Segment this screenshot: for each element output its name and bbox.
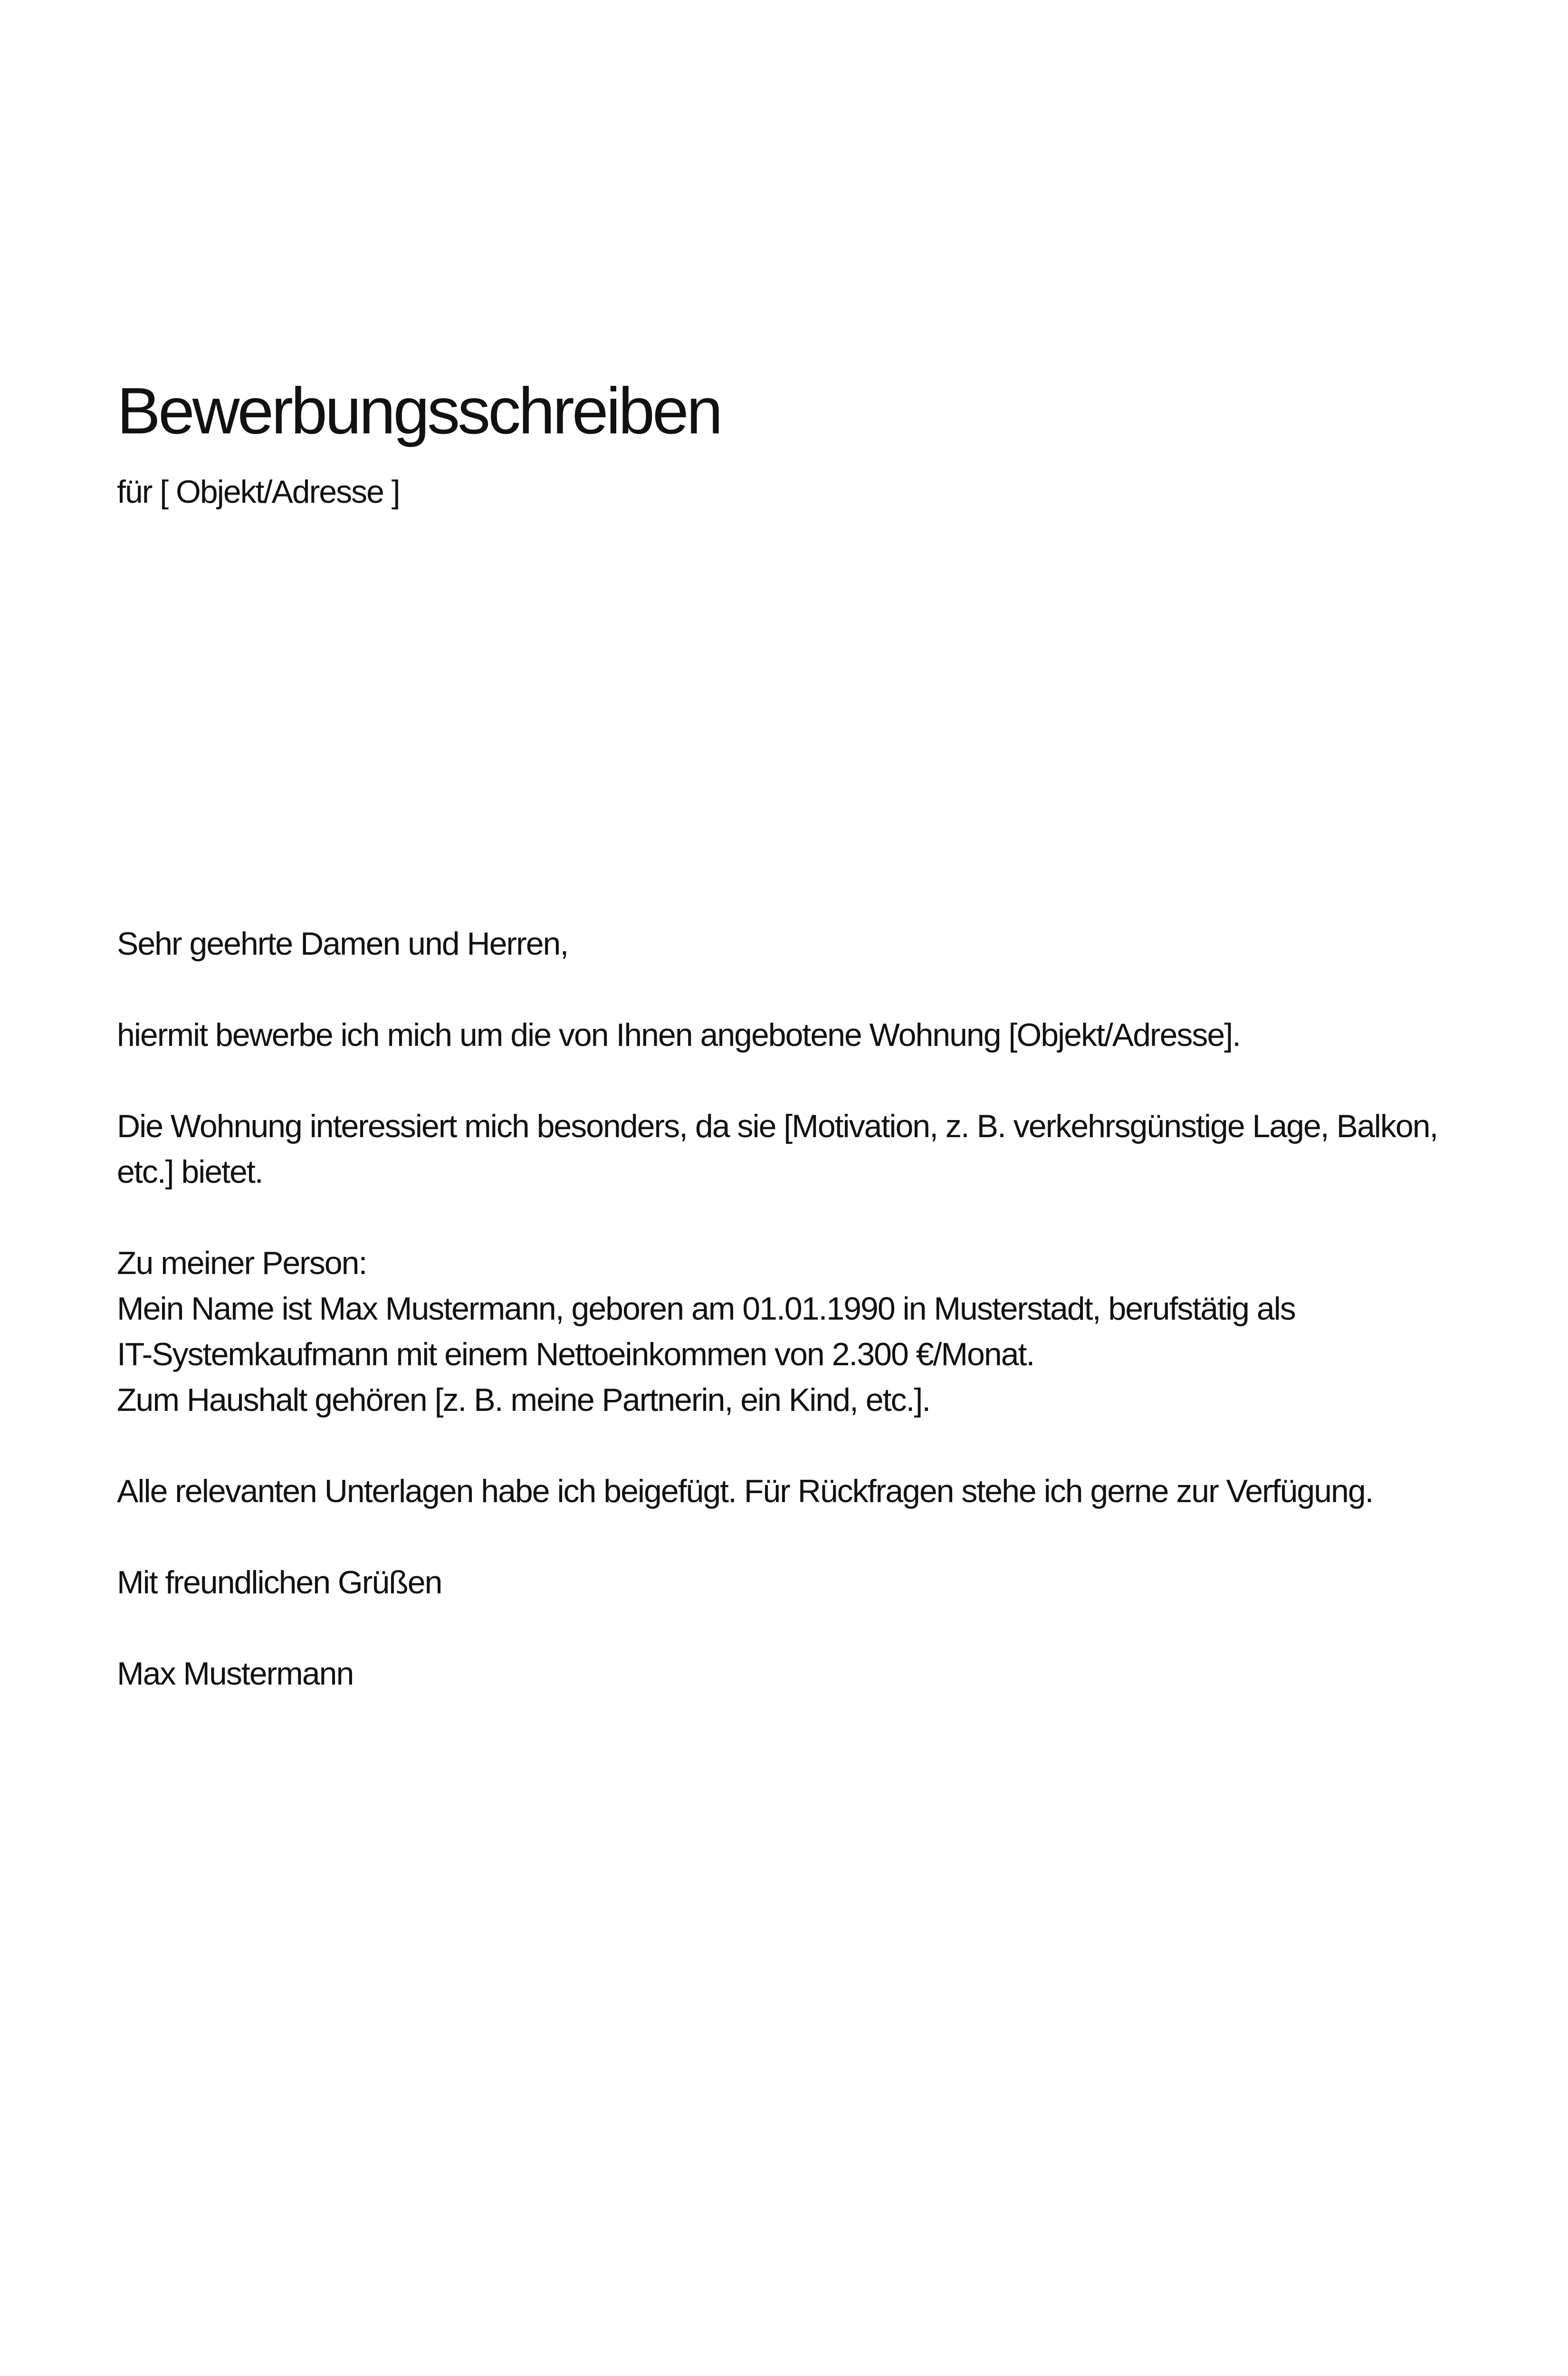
intro-paragraph: hiermit bewerbe ich mich um die von Ihnen angebotene Wohnung [Objekt/Adresse]. <box>117 1017 1240 1053</box>
person-line-3: Zum Haushalt gehören [z. B. meine Partnerin, ein Kind, etc.]. <box>117 1382 930 1418</box>
salutation: Sehr geehrte Damen und Herren, <box>117 926 568 962</box>
person-line-1: Mein Name ist Max Mustermann, geboren am 01.01.1990 in Musterstadt, berufstätig als <box>117 1291 1295 1327</box>
document-title: Bewerbungsschreiben <box>117 374 721 448</box>
signature-name: Max Mustermann <box>117 1656 354 1692</box>
documents-paragraph: Alle relevanten Unterlagen habe ich beigefügt. Für Rückfragen stehe ich gerne zur Verfügung. <box>117 1473 1373 1509</box>
motivation-paragraph: Die Wohnung interessiert mich besonders, da sie [Motivation, z. B. verkehrsgünstige Lage, Balkon, etc.] bietet. <box>117 1108 1438 1190</box>
person-line-2: IT-Systemkaufmann mit einem Nettoeinkommen von 2.300 €/Monat. <box>117 1336 1034 1372</box>
person-paragraph <box>117 1240 1471 1423</box>
document-subtitle: für [ Objekt/Adresse ] <box>117 474 400 510</box>
letter-body <box>117 921 1471 1742</box>
closing: Mit freundlichen Grüßen <box>117 1564 442 1600</box>
person-heading: Zu meiner Person: <box>117 1245 367 1281</box>
